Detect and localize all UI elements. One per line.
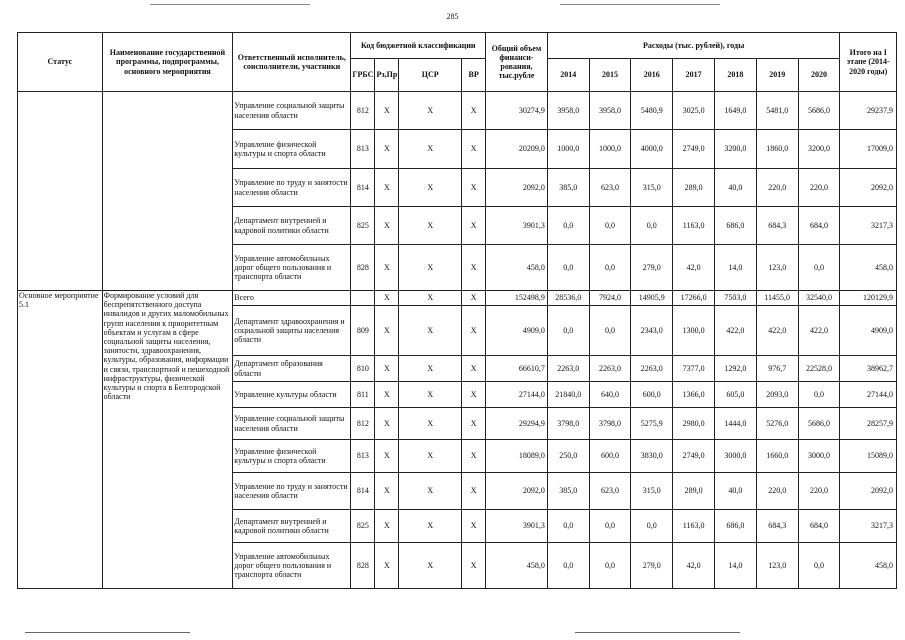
year-value-cell: 7377,0 (673, 356, 715, 382)
executor-cell: Управление культуры области (233, 382, 351, 408)
header-budget-code: Код бюджетной классификации (351, 33, 486, 59)
year-value-cell: 2263,0 (631, 356, 673, 382)
total-cell: 29294,9 (486, 408, 548, 440)
bottom-rule (575, 632, 740, 633)
grbs-cell: 825 (351, 207, 375, 245)
status-cell: Основное мероприятие 5.1 (18, 291, 103, 589)
rzpr-cell: X (375, 207, 399, 245)
year-value-cell: 220,0 (798, 473, 840, 510)
year-value-cell: 600,0 (589, 440, 631, 473)
total-cell: 3901,3 (486, 510, 548, 543)
year-value-cell: 1300,0 (673, 306, 715, 356)
year-value-cell: 623,0 (589, 473, 631, 510)
year-value-cell: 3830,0 (631, 440, 673, 473)
year-value-cell: 684,3 (756, 510, 798, 543)
year-value-cell: 220,0 (798, 169, 840, 207)
total-cell: 66610,7 (486, 356, 548, 382)
csr-cell: X (399, 245, 462, 291)
csr-cell: X (399, 543, 462, 589)
grbs-cell (351, 291, 375, 306)
csr-cell: X (399, 440, 462, 473)
header-rzpr: Рз,Пр (375, 59, 399, 92)
executor-cell: Управление социальной защиты населения области (233, 408, 351, 440)
vr-cell: X (462, 92, 486, 130)
header-year: 2019 (756, 59, 798, 92)
year-value-cell: 422,0 (715, 306, 757, 356)
table-body (18, 92, 897, 589)
year-value-cell: 220,0 (756, 169, 798, 207)
year-value-cell: 2263,0 (589, 356, 631, 382)
executor-cell: Управление по труду и занятости населения области (233, 473, 351, 510)
executor-cell: Департамент здравоохранения и социальной защиты населения области (233, 306, 351, 356)
executor-cell: Управление автомобильных дорог общего пользования и транспорта области (233, 245, 351, 291)
header-vr: ВР (462, 59, 486, 92)
rzpr-cell: X (375, 306, 399, 356)
year-value-cell: 123,0 (756, 543, 798, 589)
year-value-cell: 28536,0 (547, 291, 589, 306)
year-value-cell: 3798,0 (589, 408, 631, 440)
header-grbs: ГРБС (351, 59, 375, 92)
year-value-cell: 5275,9 (631, 408, 673, 440)
bottom-rule (25, 632, 190, 633)
csr-cell: X (399, 356, 462, 382)
year-value-cell: 422,0 (756, 306, 798, 356)
header-year: 2020 (798, 59, 840, 92)
year-value-cell: 1000,0 (547, 130, 589, 169)
header-year: 2016 (631, 59, 673, 92)
year-value-cell: 1444,0 (715, 408, 757, 440)
grbs-cell: 814 (351, 169, 375, 207)
executor-cell: Управление физической культуры и спорта области (233, 130, 351, 169)
year-value-cell: 279,0 (631, 245, 673, 291)
grbs-cell: 828 (351, 245, 375, 291)
rzpr-cell: X (375, 92, 399, 130)
year-value-cell: 3025,0 (673, 92, 715, 130)
executor-cell: Департамент образования области (233, 356, 351, 382)
year-value-cell: 220,0 (756, 473, 798, 510)
year-value-cell: 385,0 (547, 473, 589, 510)
table-row (18, 92, 897, 130)
csr-cell: X (399, 510, 462, 543)
executor-cell: Управление физической культуры и спорта области (233, 440, 351, 473)
year-value-cell: 123,0 (756, 245, 798, 291)
vr-cell: X (462, 510, 486, 543)
year-value-cell: 2749,0 (673, 130, 715, 169)
year-value-cell: 385,0 (547, 169, 589, 207)
year-value-cell: 7503,0 (715, 291, 757, 306)
rzpr-cell: X (375, 245, 399, 291)
year-value-cell: 17266,0 (673, 291, 715, 306)
year-value-cell: 289,0 (673, 169, 715, 207)
header-executor: Ответственный исполнитель, соисполнители, участники (233, 33, 351, 92)
year-value-cell: 5480,9 (631, 92, 673, 130)
executor-cell: Управление автомобильных дорог общего пользования и транспорта области (233, 543, 351, 589)
year-value-cell: 1000,0 (589, 130, 631, 169)
csr-cell: X (399, 382, 462, 408)
vr-cell: X (462, 169, 486, 207)
year-value-cell: 976,7 (756, 356, 798, 382)
year-value-cell: 315,0 (631, 473, 673, 510)
year-value-cell: 5276,0 (756, 408, 798, 440)
year-value-cell: 3958,0 (547, 92, 589, 130)
grbs-cell: 825 (351, 510, 375, 543)
vr-cell: X (462, 408, 486, 440)
total-cell: 27144,0 (486, 382, 548, 408)
itogo-cell: 3217,3 (840, 510, 897, 543)
rzpr-cell: X (375, 440, 399, 473)
year-value-cell: 1163,0 (673, 207, 715, 245)
year-value-cell: 686,0 (715, 510, 757, 543)
year-value-cell: 0,0 (798, 382, 840, 408)
year-value-cell: 0,0 (798, 543, 840, 589)
year-value-cell: 42,0 (673, 543, 715, 589)
year-value-cell: 0,0 (589, 543, 631, 589)
grbs-cell: 828 (351, 543, 375, 589)
rzpr-cell: X (375, 130, 399, 169)
csr-cell: X (399, 408, 462, 440)
grbs-cell: 809 (351, 306, 375, 356)
csr-cell: X (399, 207, 462, 245)
year-value-cell: 250,0 (547, 440, 589, 473)
page-number: 285 (446, 12, 459, 21)
itogo-cell: 4909,0 (840, 306, 897, 356)
year-value-cell: 605,0 (715, 382, 757, 408)
year-value-cell: 2343,0 (631, 306, 673, 356)
csr-cell: X (399, 291, 462, 306)
vr-cell: X (462, 356, 486, 382)
itogo-cell: 28257,9 (840, 408, 897, 440)
csr-cell: X (399, 306, 462, 356)
table-header (18, 33, 897, 92)
total-cell: 2092,0 (486, 473, 548, 510)
year-value-cell: 2980,0 (673, 408, 715, 440)
executor-cell: Управление по труду и занятости населения области (233, 169, 351, 207)
year-value-cell: 14905,9 (631, 291, 673, 306)
itogo-cell: 27144,0 (840, 382, 897, 408)
year-value-cell: 40,0 (715, 169, 757, 207)
itogo-cell: 15089,0 (840, 440, 897, 473)
csr-cell: X (399, 169, 462, 207)
year-value-cell: 40,0 (715, 473, 757, 510)
vr-cell: X (462, 440, 486, 473)
year-value-cell: 1366,0 (673, 382, 715, 408)
year-value-cell: 0,0 (589, 207, 631, 245)
year-value-cell: 0,0 (589, 510, 631, 543)
year-value-cell: 315,0 (631, 169, 673, 207)
year-value-cell: 686,0 (715, 207, 757, 245)
year-value-cell: 2749,0 (673, 440, 715, 473)
year-value-cell: 14,0 (715, 245, 757, 291)
year-value-cell: 32540,0 (798, 291, 840, 306)
header-name: Наименование государственной программы, подпрограммы, основного мероприятия (102, 33, 233, 92)
executor-cell: Департамент внутренней и кадровой политики области (233, 510, 351, 543)
year-value-cell: 1292,0 (715, 356, 757, 382)
header-total-volume: Общий объем финанси-рования, тыс.рубле (486, 33, 548, 92)
year-value-cell: 42,0 (673, 245, 715, 291)
year-value-cell: 5686,0 (798, 92, 840, 130)
year-value-cell: 684,3 (756, 207, 798, 245)
year-value-cell: 0,0 (547, 207, 589, 245)
header-year: 2018 (715, 59, 757, 92)
vr-cell: X (462, 543, 486, 589)
itogo-cell: 3217,3 (840, 207, 897, 245)
total-cell: 3901,3 (486, 207, 548, 245)
top-rule (150, 4, 310, 5)
year-value-cell: 21840,0 (547, 382, 589, 408)
vr-cell: X (462, 382, 486, 408)
vr-cell: X (462, 207, 486, 245)
vr-cell: X (462, 473, 486, 510)
rzpr-cell: X (375, 543, 399, 589)
year-value-cell: 1660,0 (756, 440, 798, 473)
total-cell: 458,0 (486, 543, 548, 589)
year-value-cell: 7924,0 (589, 291, 631, 306)
itogo-cell: 38962,7 (840, 356, 897, 382)
executor-cell: Всего (233, 291, 351, 306)
total-cell: 458,0 (486, 245, 548, 291)
year-value-cell: 0,0 (547, 245, 589, 291)
year-value-cell: 0,0 (589, 306, 631, 356)
name-cell (102, 92, 233, 291)
rzpr-cell: X (375, 408, 399, 440)
year-value-cell: 2263,0 (547, 356, 589, 382)
header-expenses: Расходы (тыс. рублей), годы (547, 33, 840, 59)
rzpr-cell: X (375, 169, 399, 207)
grbs-cell: 814 (351, 473, 375, 510)
vr-cell: X (462, 245, 486, 291)
itogo-cell: 120129,9 (840, 291, 897, 306)
year-value-cell: 600,0 (631, 382, 673, 408)
year-value-cell: 4000,0 (631, 130, 673, 169)
grbs-cell: 812 (351, 408, 375, 440)
year-value-cell: 0,0 (798, 245, 840, 291)
year-value-cell: 640,0 (589, 382, 631, 408)
itogo-cell: 29237,9 (840, 92, 897, 130)
header-year: 2017 (673, 59, 715, 92)
year-value-cell: 0,0 (547, 543, 589, 589)
rzpr-cell: X (375, 473, 399, 510)
grbs-cell: 812 (351, 92, 375, 130)
year-value-cell: 684,0 (798, 510, 840, 543)
year-value-cell: 0,0 (547, 510, 589, 543)
status-cell (18, 92, 103, 291)
header-itogo: Итого на I этапе (2014-2020 годы) (840, 33, 897, 92)
total-cell: 4909,0 (486, 306, 548, 356)
vr-cell: X (462, 306, 486, 356)
total-cell: 30274,9 (486, 92, 548, 130)
year-value-cell: 289,0 (673, 473, 715, 510)
year-value-cell: 5481,0 (756, 92, 798, 130)
year-value-cell: 1649,0 (715, 92, 757, 130)
rzpr-cell: X (375, 382, 399, 408)
csr-cell: X (399, 473, 462, 510)
year-value-cell: 0,0 (547, 306, 589, 356)
year-value-cell: 0,0 (589, 245, 631, 291)
year-value-cell: 684,0 (798, 207, 840, 245)
header-csr: ЦСР (399, 59, 462, 92)
header-status: Статус (18, 33, 103, 92)
year-value-cell: 3000,0 (715, 440, 757, 473)
executor-cell: Управление социальной защиты населения области (233, 92, 351, 130)
itogo-cell: 458,0 (840, 543, 897, 589)
grbs-cell: 810 (351, 356, 375, 382)
itogo-cell: 2092,0 (840, 169, 897, 207)
year-value-cell: 279,0 (631, 543, 673, 589)
total-cell: 20209,0 (486, 130, 548, 169)
year-value-cell: 14,0 (715, 543, 757, 589)
year-value-cell: 1163,0 (673, 510, 715, 543)
total-cell: 152498,9 (486, 291, 548, 306)
year-value-cell: 11455,0 (756, 291, 798, 306)
top-rule (560, 4, 720, 5)
year-value-cell: 1860,0 (756, 130, 798, 169)
name-cell: Формирование условий для беспрепятственного доступа инвалидов и других маломобильных групп населения к приоритетным объектам и услугам в сфере социальной защиты населения, занятости, здравоохранения, культуры, образования, информации и связи, транспортной и пешеходной инфраструктуры, физической культуры и спорта в Белгородской области (102, 291, 233, 589)
year-value-cell: 3200,0 (798, 130, 840, 169)
table-row (18, 291, 897, 306)
grbs-cell: 813 (351, 130, 375, 169)
header-year: 2014 (547, 59, 589, 92)
vr-cell: X (462, 130, 486, 169)
grbs-cell: 811 (351, 382, 375, 408)
itogo-cell: 2092,0 (840, 473, 897, 510)
year-value-cell: 422,0 (798, 306, 840, 356)
total-cell: 18089,0 (486, 440, 548, 473)
vr-cell: X (462, 291, 486, 306)
year-value-cell: 623,0 (589, 169, 631, 207)
year-value-cell: 3000,0 (798, 440, 840, 473)
total-cell: 2092,0 (486, 169, 548, 207)
year-value-cell: 2093,0 (756, 382, 798, 408)
year-value-cell: 3798,0 (547, 408, 589, 440)
rzpr-cell: X (375, 510, 399, 543)
year-value-cell: 3958,0 (589, 92, 631, 130)
year-value-cell: 3200,0 (715, 130, 757, 169)
year-value-cell: 22528,0 (798, 356, 840, 382)
rzpr-cell: X (375, 291, 399, 306)
executor-cell: Департамент внутренней и кадровой политики области (233, 207, 351, 245)
itogo-cell: 17009,0 (840, 130, 897, 169)
csr-cell: X (399, 92, 462, 130)
year-value-cell: 0,0 (631, 510, 673, 543)
csr-cell: X (399, 130, 462, 169)
budget-table (17, 32, 897, 589)
rzpr-cell: X (375, 356, 399, 382)
header-year: 2015 (589, 59, 631, 92)
itogo-cell: 458,0 (840, 245, 897, 291)
year-value-cell: 5686,0 (798, 408, 840, 440)
year-value-cell: 0,0 (631, 207, 673, 245)
grbs-cell: 813 (351, 440, 375, 473)
